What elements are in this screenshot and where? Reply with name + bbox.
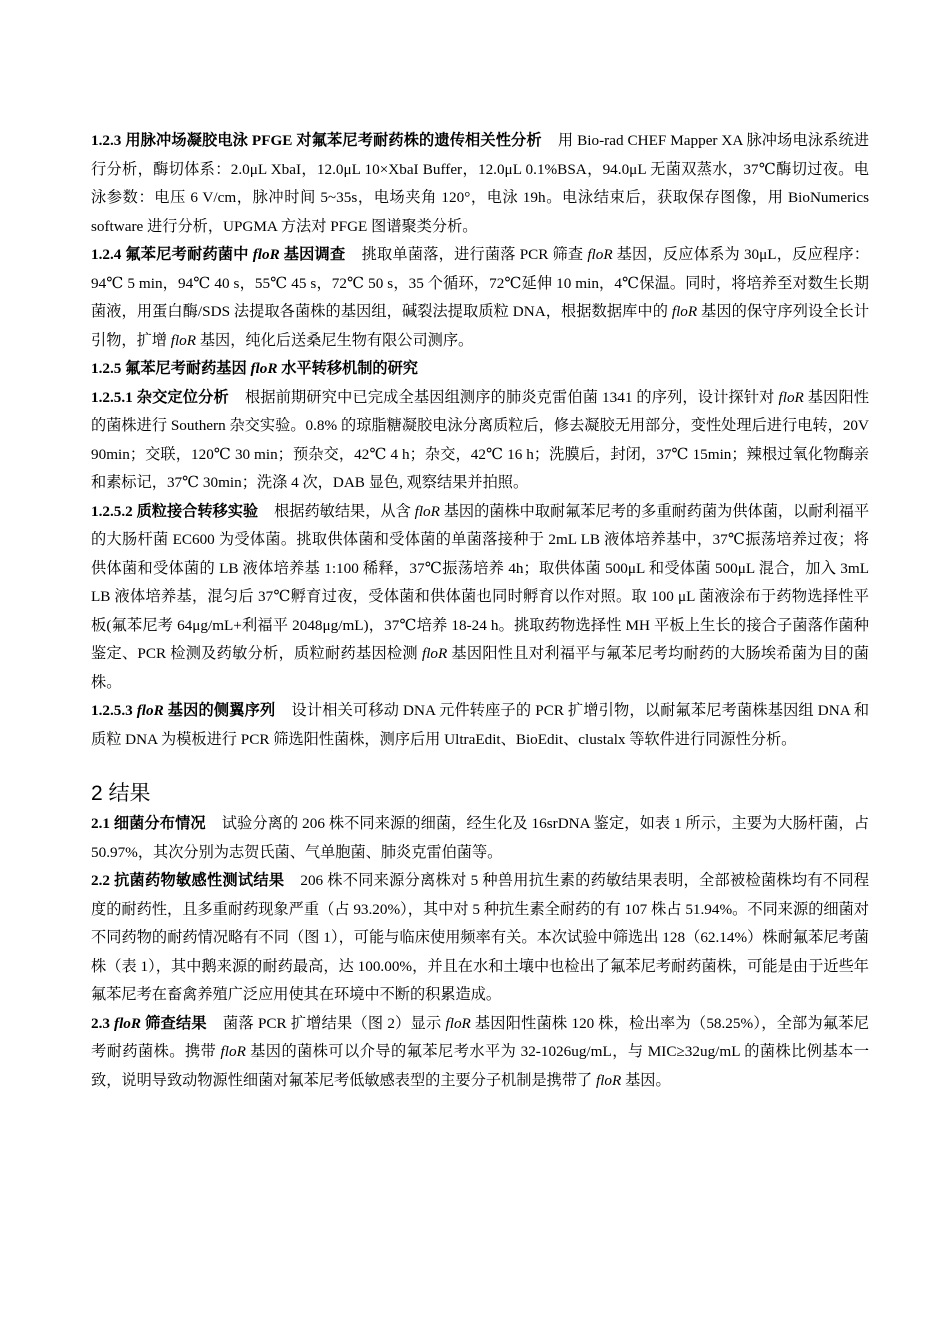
gene-name: floR — [445, 1014, 471, 1032]
section-title-results: 2 结果 — [91, 782, 151, 805]
gene-name: floR — [414, 502, 440, 520]
paragraph-2-3 — [91, 1010, 869, 1096]
paragraph-2-2 — [91, 867, 869, 1010]
heading-1-2-5-1: 1.2.5.1 杂交定位分析 — [91, 388, 229, 406]
document-page — [91, 127, 869, 1095]
gene-name: floR — [252, 246, 280, 263]
gene-name: floR — [250, 360, 278, 377]
heading-1-2-5-3-part-a: 1.2.5.3 — [91, 702, 137, 719]
heading-1-2-5 — [91, 355, 869, 384]
paragraph-1-2-5-1 — [91, 384, 869, 498]
heading-1-2-4-part-b: 基因调查 — [279, 246, 346, 263]
heading-1-2-4 — [91, 246, 345, 263]
heading-2-3-part-a: 2.3 — [91, 1014, 115, 1032]
heading-1-2-5-part-b: 水平转移机制的研究 — [277, 360, 418, 377]
paragraph-2-1 — [91, 810, 869, 867]
text-2-3-d: 基因。 — [621, 1071, 671, 1089]
gene-name: floR — [220, 1043, 246, 1060]
text-1-2-5-1-b: 基因阳性的菌株进行 Southern 杂交实验。0.8% 的琼脂糖凝胶电泳分离质粒后，修去凝胶无用部分，变性处理后进行电转，20V 90min；交联，120℃ 30 min；预杂交，42℃ 4 h；杂交，42℃ 16 h；洗膜后，封闭，37℃ 15min；辣根过氧化物酶亲和素标记，37℃ 30min；洗涤 4 次，DAB 显色, 观察结果并拍照。 — [91, 388, 870, 491]
heading-2-3-part-b: 筛查结果 — [141, 1014, 207, 1032]
gene-name: floR — [170, 331, 197, 349]
text-1-2-5-1-a: 根据前期研究中已完成全基因组测序的肺炎克雷伯菌 1341 的序列，设计探针对 — [244, 388, 779, 406]
text-1-2-5-3: 设计相关可移动 DNA 元件转座子的 PCR 扩增引物，以耐氟苯尼考菌株基因组 DNA 和质粒 DNA 为模板进行 PCR 筛选阳性菌株，测序后用 UltraEdit、BioEdit、clustalx 等软件进行同源性分析。 — [91, 702, 870, 748]
text-1-2-5-2-a: 根据药敏结果，从含 — [274, 502, 415, 520]
heading-2-1: 2.1 细菌分布情况 — [91, 815, 206, 832]
gene-name: floR — [421, 645, 448, 662]
text-1-2-4-d: 基因，纯化后送桑尼生物有限公司测序。 — [196, 331, 474, 349]
text-2-1: 试验分离的 206 株不同来源的细菌，经生化及 16srDNA 鉴定，如表 1 所示，主要为大肠杆菌，占 50.97%，其次分别为志贺氏菌、气单胞菌、肺炎克雷伯菌等。 — [91, 815, 869, 861]
text-1-2-5-2-b: 基因的菌株中取耐氟苯尼考的多重耐药菌为供体菌，以耐利福平的大肠杆菌 EC600 为受体菌。挑取供体菌和受体菌的单菌落接种于 2mL LB 液体培养基中，37℃振荡培养过夜；将供体菌和受体菌的 LB 液体培养基 1:100 稀释，37℃振荡培养 4h；取供体菌 500μL 和受体菌 500μL 混合，加入 3mL LB 液体培养基，混匀后 37℃孵育过夜，受体菌和供体菌也同时孵育以作对照。取 100 μL 菌液涂布于药物选择性平板(氟苯尼考 64μg/mL+利福平 2048μg/mL)，37℃培养 18-24 h。挑取药物选择性 MH 平板上生长的接合子菌落作菌种鉴定、PCR 检测及药敏分析，质粒耐药基因检测 — [91, 502, 870, 662]
gene-name: floR — [587, 246, 613, 263]
heading-2-2: 2.2 抗菌药物敏感性测试结果 — [91, 872, 285, 889]
text-1-2-4-c: 基因的保守序列设全长计引物，扩增 — [91, 303, 870, 349]
text-1-2-5-2-c: 基因阳性且对利福平与氟苯尼考均耐药的大肠埃希菌为目的菌株。 — [91, 645, 869, 691]
text-1-2-4-b: 基因，反应体系为 30μL，反应程序：94℃ 5 min，94℃ 40 s，55℃ 45 s，72℃ 50 s，35 个循环，72℃延伸 10 min，4℃保温。同时，将培养至对数生长期菌液，用蛋白酶/SDS 法提取各菌株的基因组，碱裂法提取质粒 DNA，根据数据库中的 — [91, 246, 870, 320]
text-2-3-b: 基因阳性菌株 120 株，检出率为（58.25%），全部为氟苯尼考耐药菌株。携带 — [91, 1014, 869, 1060]
gene-name: floR — [595, 1071, 622, 1089]
paragraph-1-2-3 — [91, 127, 869, 241]
paragraph-1-2-5-2 — [91, 498, 869, 698]
gene-name: floR — [671, 303, 698, 320]
text-2-3-a: 菌落 PCR 扩增结果（图 2）显示 — [222, 1014, 446, 1032]
paragraph-1-2-5-3 — [91, 697, 869, 754]
text-1-2-3: 用 Bio-rad CHEF Mapper XA 脉冲场电泳系统进行分析，酶切体系：2.0μL XbaI，12.0μL 10×XbaI Buffer，12.0μL 0.1%BSA，94.0μL 无菌双蒸水，37℃酶切过夜。电泳参数：电压 6 V/cm，脉冲时间 5~35s，电场夹角 120°，电泳 19h。电泳结束后，获取保存图像，用 BioNumerics software 进行分析，UPGMA 方法对 PFGE 图谱聚类分析。 — [91, 132, 870, 235]
gene-name: floR — [778, 388, 804, 406]
text-2-3-c: 基因的菌株可以介导的氟苯尼考水平为 32-1026ug/mL，与 MIC≥32ug/mL 的菌株比例基本一致，说明导致动物源性细菌对氟苯尼考低敏感表型的主要分子机制是携带了 — [91, 1043, 870, 1089]
heading-1-2-4-part-a: 1.2.4 氟苯尼考耐药菌中 — [91, 246, 253, 263]
text-2-2: 206 株不同来源分离株对 5 种兽用抗生素的药敏结果表明，全部被检菌株均有不同程度的耐药性，且多重耐药现象严重（占 93.20%），其中对 5 种抗生素全耐药的有 107 株占 51.94%。不同来源的细菌对不同药物的耐药情况略有不同（图 1），可能与临床使用频率有关。本次试验中筛选出 128（62.14%）株耐氟苯尼考菌株（表 1），其中鹅来源的耐药最高，达 100.00%，并且在水和土壤中也检出了氟苯尼考耐药菌株，可能是由于近些年氟苯尼考在畜禽养殖广泛应用使其在环境中不断的积累造成。 — [91, 872, 870, 1003]
gene-name: floR — [136, 702, 164, 719]
gene-name: floR — [114, 1014, 142, 1032]
heading-1-2-3: 1.2.3 用脉冲场凝胶电泳 PFGE 对氟苯尼考耐药株的遗传相关性分析 — [91, 132, 542, 149]
heading-1-2-5-3-part-b: 基因的侧翼序列 — [163, 702, 276, 719]
paragraph-1-2-4 — [91, 241, 869, 355]
heading-1-2-5-part-a: 1.2.5 氟苯尼考耐药基因 — [91, 360, 251, 377]
text-1-2-4-a: 挑取单菌落，进行菌落 PCR 筛查 — [361, 246, 588, 263]
heading-1-2-5-2: 1.2.5.2 质粒接合转移实验 — [91, 502, 259, 520]
